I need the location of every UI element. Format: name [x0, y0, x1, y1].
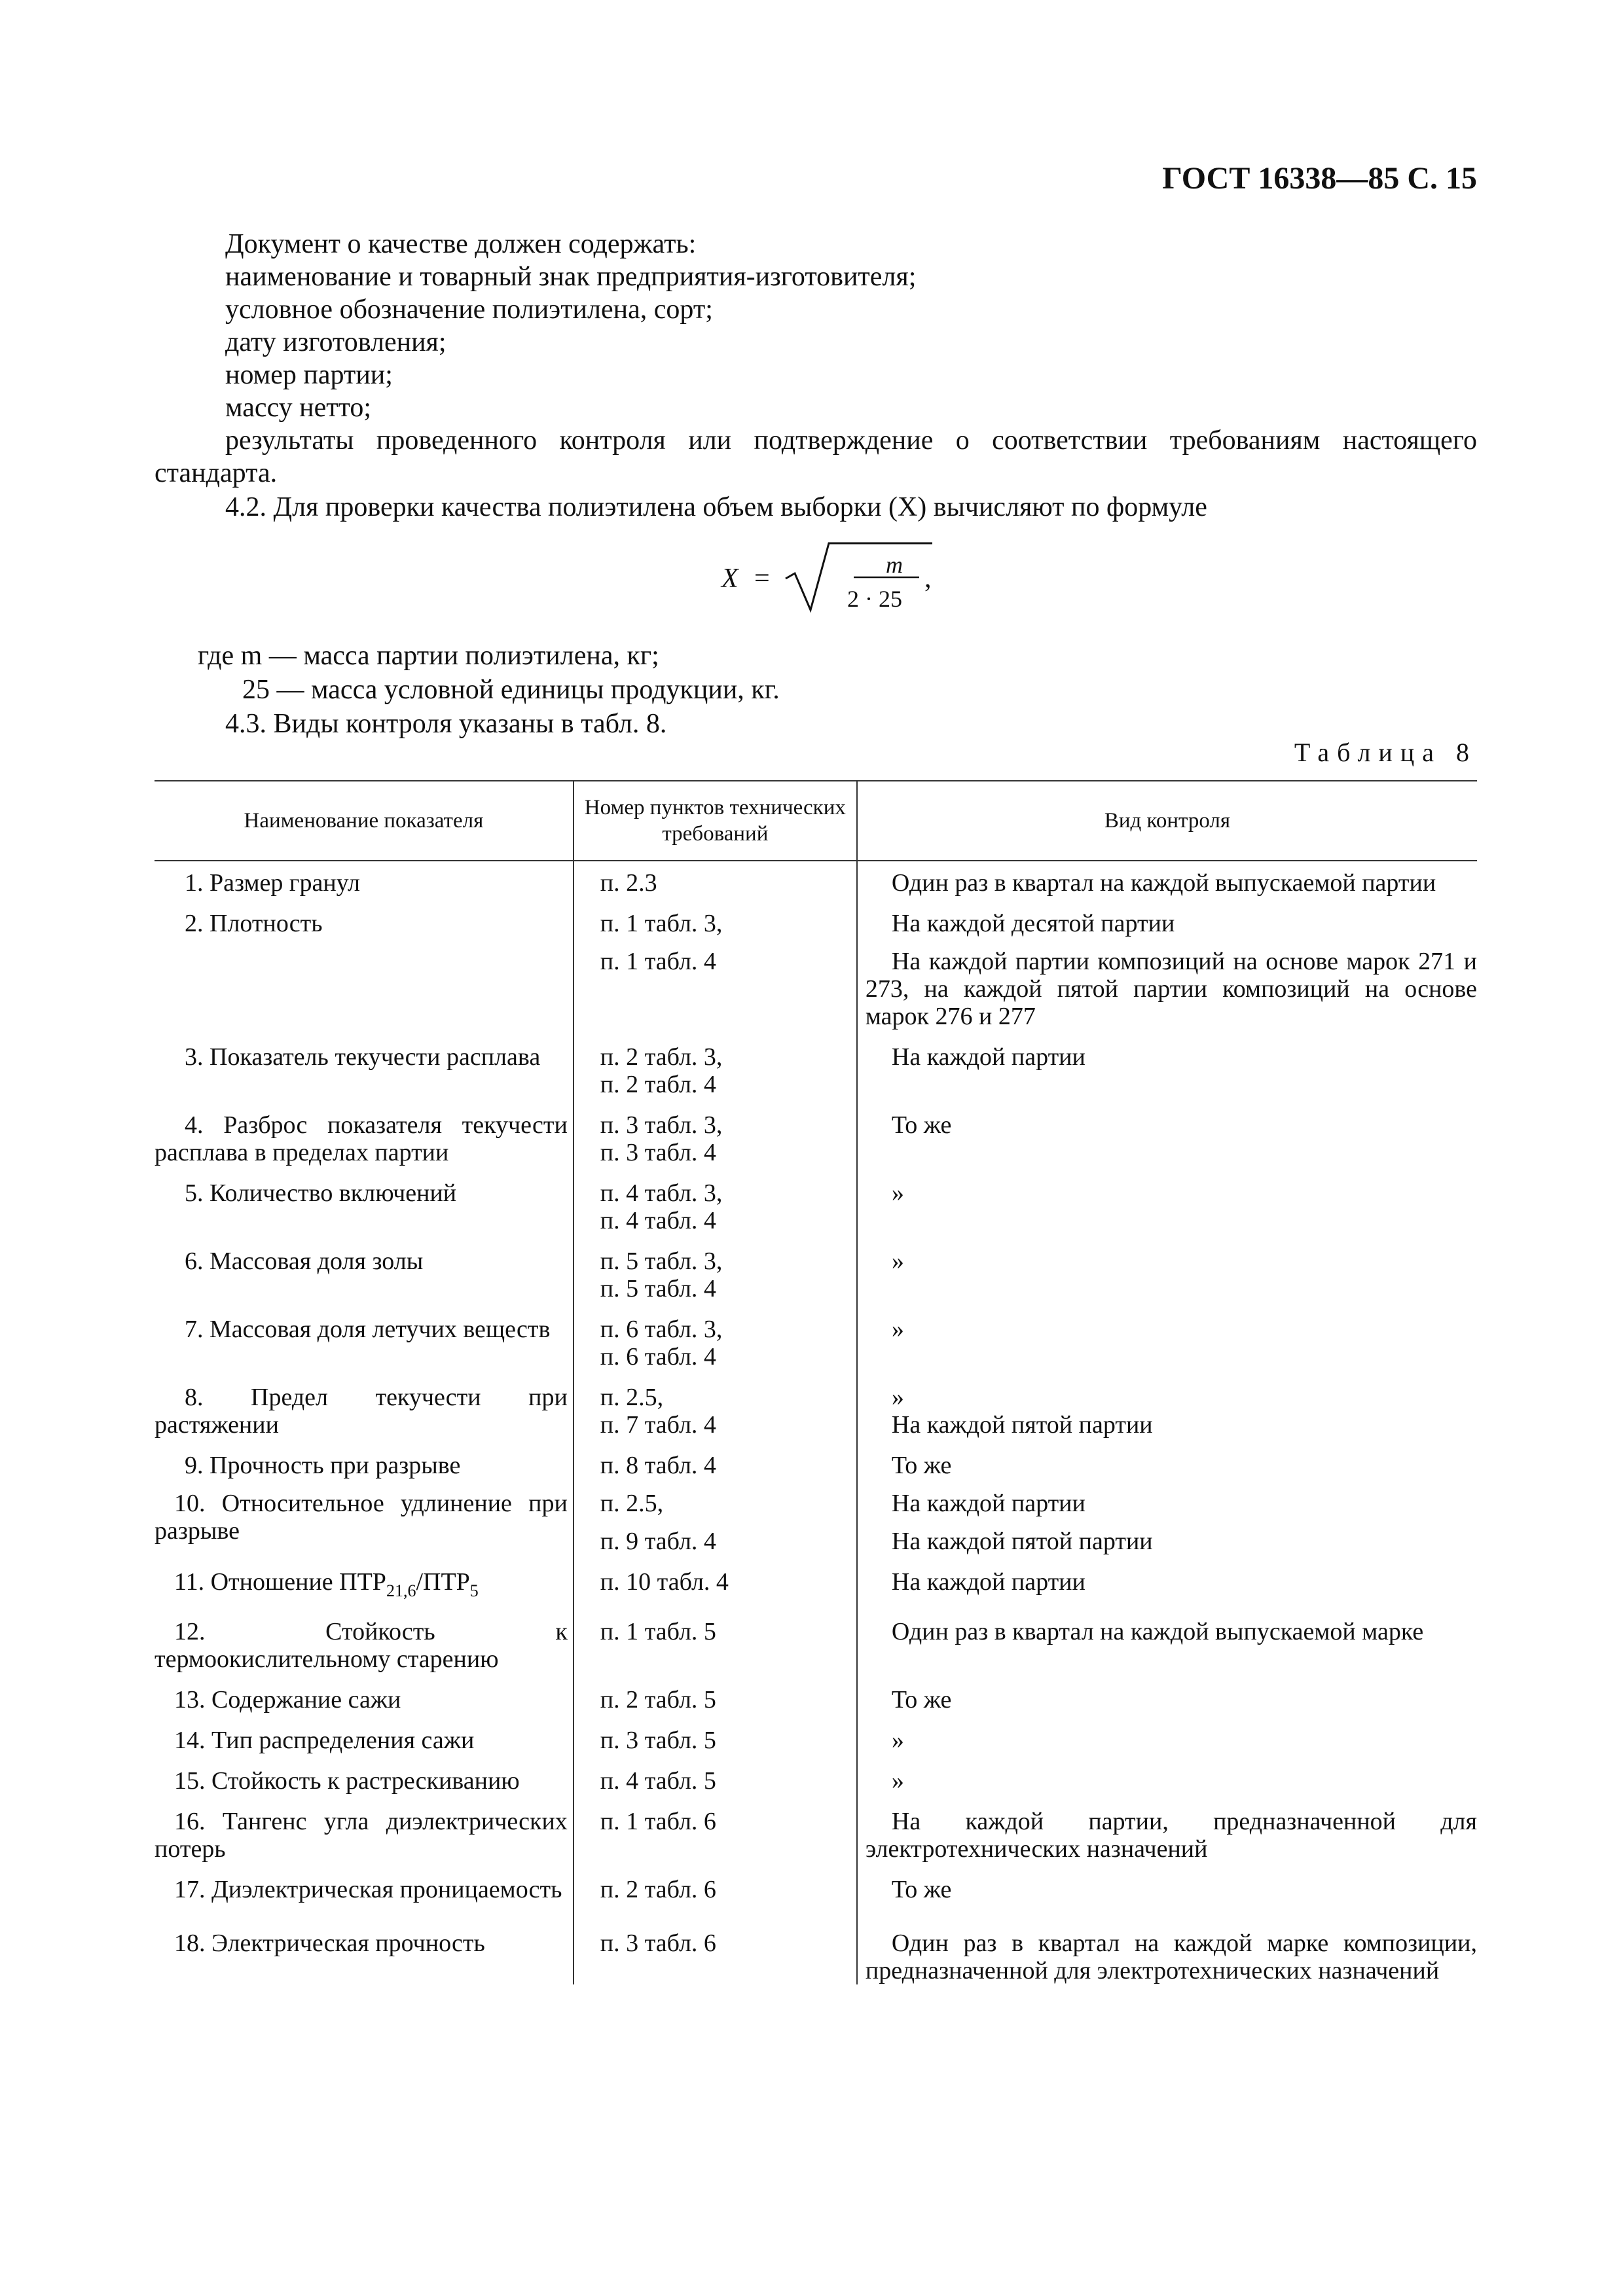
row-ref: п. 5 табл. 3, п. 5 табл. 4 — [574, 1247, 857, 1316]
table-row — [155, 1686, 1477, 1727]
row-ref: п. 4 табл. 3, п. 4 табл. 4 — [574, 1179, 857, 1247]
row-name-subscript: 21,6 — [386, 1581, 416, 1600]
row-ref: п. 3 табл. 5 — [574, 1727, 857, 1767]
formula-equals: = — [754, 564, 770, 594]
row-name: 16. Тангенс угла диэлектрических потерь — [155, 1808, 574, 1876]
row-control: Один раз в квартал на каждой выпускаемой марке — [891, 1618, 1424, 1645]
table-row — [155, 861, 1477, 910]
row-name: 2. Плотность — [185, 910, 323, 937]
sample-size-formula — [155, 538, 1477, 617]
row-control: » — [891, 1767, 904, 1795]
row-ref: п. 6 табл. 3, п. 6 табл. 4 — [574, 1316, 857, 1384]
formula-denominator: 2 · 25 — [847, 586, 902, 612]
table-row — [155, 1384, 1477, 1452]
intro-line: Документ о качестве должен содержать: — [225, 229, 697, 259]
row-ref: п. 9 табл. 4 — [574, 1528, 857, 1568]
clause-4-3: 4.3. Виды контроля указаны в табл. 8. — [225, 709, 667, 739]
row-name: 13. Содержание сажи — [155, 1686, 574, 1727]
row-ref: п. 3 табл. 3, п. 3 табл. 4 — [574, 1111, 857, 1179]
table-row — [155, 1767, 1477, 1808]
results-line: результаты проведенного контроля или подтверждение о соответствии требованиям настоящего — [225, 425, 1477, 456]
row-ref: п. 1 табл. 6 — [574, 1808, 857, 1876]
row-control: То же — [891, 1876, 952, 1903]
row-ref: п. 2 табл. 6 — [574, 1876, 857, 1929]
table-row — [155, 1247, 1477, 1316]
table-row — [155, 1727, 1477, 1767]
intro-item: дату изготовления; — [225, 327, 447, 357]
row-name: 5. Количество включений — [155, 1179, 574, 1247]
row-name-subscript: 5 — [469, 1581, 479, 1600]
row-name: 10. Относительное удлинение при разрыве — [155, 1490, 574, 1568]
table-row — [155, 1876, 1477, 1929]
row-ref: п. 3 табл. 6 — [574, 1929, 857, 1984]
results-line-end: стандарта. — [155, 458, 278, 488]
formula-lhs: X — [721, 564, 739, 594]
page-header: ГОСТ 16338—85 С. 15 — [1162, 161, 1477, 196]
row-ref: п. 1 табл. 5 — [574, 1618, 857, 1686]
row-control: На каждой партии — [891, 1568, 1085, 1596]
row-control: На каждой партии — [891, 1043, 1085, 1071]
row-name: 7. Массовая доля летучих веществ — [155, 1316, 574, 1384]
row-ref: п. 2.3 — [574, 861, 857, 910]
intro-block — [155, 228, 1477, 524]
row-control: » — [891, 1316, 904, 1343]
formula-numerator: m — [886, 552, 903, 578]
row-control: Один раз в квартал на каждой марке композиции, предназначенной для электротехнических назначений — [865, 1929, 1477, 1984]
row-ref: п. 2.5, п. 7 табл. 4 — [574, 1384, 857, 1452]
row-control: » — [891, 1179, 904, 1207]
row-name: 8. Предел текучести при растяжении — [155, 1384, 574, 1452]
row-name — [155, 948, 574, 1043]
column-header-name: Наименование показателя — [155, 781, 574, 861]
row-control: На каждой десятой партии — [891, 910, 1175, 937]
row-control: Один раз в квартал на каждой выпускаемой партии — [891, 869, 1436, 897]
intro-item: условное обозначение полиэтилена, сорт; — [225, 295, 713, 325]
table-row — [155, 1490, 1477, 1528]
definition-m: где m — масса партии полиэтилена, кг; — [198, 641, 659, 671]
table-row — [155, 910, 1477, 948]
row-ref: п. 2 табл. 5 — [574, 1686, 857, 1727]
row-control: То же — [891, 1111, 952, 1139]
intro-item: наименование и товарный знак предприятия-изготовителя; — [225, 262, 917, 292]
row-name: 17. Диэлектрическая проницаемость — [155, 1876, 574, 1929]
table-row — [155, 1452, 1477, 1490]
row-ref: п. 1 табл. 3, — [574, 910, 857, 948]
definition-25: 25 — масса условной единицы продукции, кг. — [242, 675, 780, 705]
column-header-ref: Номер пунктов технических требований — [574, 781, 857, 861]
row-control: » На каждой пятой партии — [891, 1384, 1153, 1439]
row-control: На каждой пятой партии — [891, 1528, 1153, 1555]
row-ref: п. 8 табл. 4 — [574, 1452, 857, 1490]
row-name-text: 11. Отношение ПТР — [174, 1568, 386, 1596]
table-row — [155, 1316, 1477, 1384]
table-row — [155, 1808, 1477, 1876]
row-ref: п. 10 табл. 4 — [574, 1568, 857, 1618]
row-ref: п. 2 табл. 3, п. 2 табл. 4 — [574, 1043, 857, 1111]
row-ref: п. 1 табл. 4 — [574, 948, 857, 1043]
intro-item: массу нетто; — [225, 393, 372, 423]
row-control: » — [891, 1247, 904, 1275]
row-name: 18. Электрическая прочность — [155, 1929, 574, 1984]
column-header-control: Вид контроля — [857, 781, 1477, 861]
table-row — [155, 1043, 1477, 1111]
row-ref: п. 2.5, — [574, 1490, 857, 1528]
table-row — [155, 1929, 1477, 1984]
table-row — [155, 948, 1477, 1043]
clause-4-2: 4.2. Для проверки качества полиэтилена объем выборки (X) вычисляют по формуле — [225, 492, 1207, 522]
control-types-table — [155, 780, 1477, 1984]
row-control: На каждой партии — [891, 1490, 1085, 1517]
row-name: 12. Стойкость к термоокислительному старению — [155, 1618, 574, 1686]
row-name: 15. Стойкость к растрескиванию — [155, 1767, 574, 1808]
formula-comma: , — [924, 564, 932, 594]
row-name — [155, 1568, 574, 1618]
intro-item: номер партии; — [225, 360, 393, 390]
row-name: 4. Разброс показателя текучести расплава в пределах партии — [155, 1111, 574, 1179]
row-control: » — [891, 1727, 904, 1754]
row-name: 9. Прочность при разрыве — [155, 1452, 574, 1490]
row-name: 1. Размер гранул — [185, 869, 360, 897]
table-row — [155, 1568, 1477, 1618]
row-ref: п. 4 табл. 5 — [574, 1767, 857, 1808]
row-name-mid: /ПТР — [416, 1568, 470, 1596]
table-header-row — [155, 781, 1477, 861]
row-name: 14. Тип распределения сажи — [155, 1727, 574, 1767]
table-row — [155, 1618, 1477, 1686]
table-row — [155, 1179, 1477, 1247]
formula-definitions — [155, 639, 1477, 741]
table-caption: Таблица 8 — [1294, 738, 1477, 767]
row-control: То же — [891, 1686, 952, 1713]
row-control: То же — [891, 1452, 952, 1479]
row-name: 3. Показатель текучести расплава — [155, 1043, 574, 1111]
row-control: На каждой партии композиций на основе марок 271 и 273, на каждой пятой партии композиций на основе марок 276 и 277 — [865, 948, 1477, 1030]
table-row — [155, 1111, 1477, 1179]
row-control: На каждой партии, предназначенной для электротехнических назначений — [865, 1808, 1477, 1863]
row-name: 6. Массовая доля золы — [155, 1247, 574, 1316]
